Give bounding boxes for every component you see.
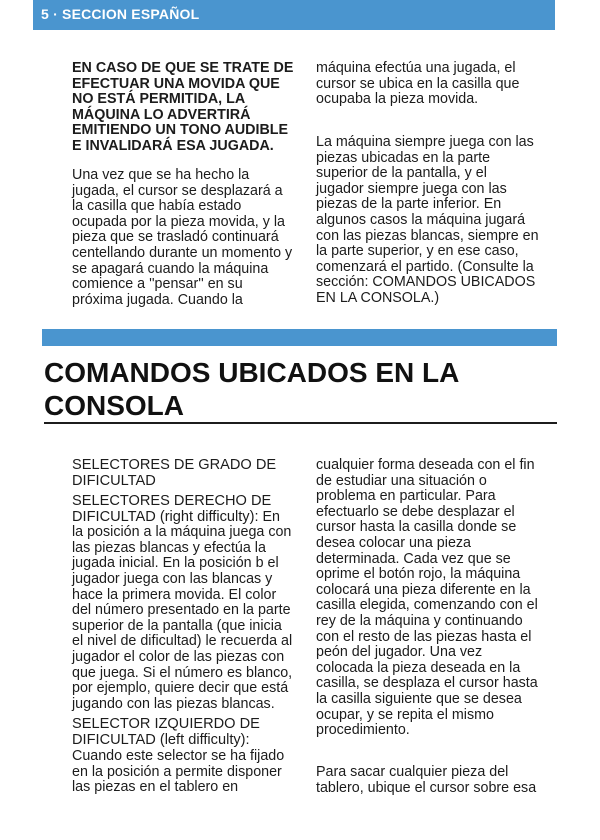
section-title-rule (44, 422, 557, 424)
machine-move-paragraph: máquina efectúa una jugada, el cursor se ubica en la casilla que ocupaba la pieza movida. (316, 60, 520, 108)
right-difficulty-inline: En (258, 508, 280, 525)
section-divider-bar (42, 329, 557, 346)
piece-side-paragraph: La máquina siempre juega con las piezas ubicadas en la parte superior de la pantalla, y el jugador siempre juega con las piezas de la parte inferior. En algunos casos la máquina jugará con las piezas blancas, siempre en la parte superior, y en ese caso, comenzará el partido. (Consulte la sección: COMANDOS UBICADOS EN LA CONSOLA.) (316, 134, 539, 306)
section-header-label: 5 · SECCION ESPAÑOL (41, 6, 200, 22)
left-difficulty-heading: SELECTOR IZQUIERDO DE DIFICULTAD (left difficulty): (72, 716, 260, 748)
section-title: COMANDOS UBICADOS EN LA CONSOLA (44, 357, 460, 421)
left-difficulty-body: Cuando este selector se ha fijado en la posición a permite disponer las piezas en el tablero en (72, 748, 285, 796)
right-difficulty-body: la posición a la máquina juega con las piezas blancas y efectúa la jugada inicial. En la posición b el jugador juega con las blancas y hace la primera movida. El color del número presentado en la parte superior de la pantalla (que inicia el nivel de dificultad) le recuerda al jugador el color de las piezas con que juega. Si el número es blanco, por ejemplo, quiere decir que está jugando con las piezas blancas. (72, 524, 293, 712)
remove-piece-paragraph: Para sacar cualquier pieza del tablero, ubique el cursor sobre esa (316, 764, 537, 796)
illegal-move-warning: EN CASO DE QUE SE TRATE DE EFECTUAR UNA MOVIDA QUE NO ESTÁ PERMITIDA, LA MÁQUINA LO ADVERTIRÁ EMITIENDO UN TONO AUDIBLE E INVALIDARÁ ESA JUGADA. (72, 60, 294, 154)
placement-mode-paragraph: cualquier forma deseada con el fin de estudiar una situación o problema en particular. Para efectuarlo se debe desplazar el cursor hasta la casilla donde se desea colocar una pieza determinada. Cada vez que se oprime el botón rojo, la máquina colocará una pieza diferente en la casilla elegida, comenzando con el rey de la máquina y continuando con el resto de las piezas hasta el peón del jugador. Una vez colocada la pieza deseada en la casilla, se desplaza el cursor hasta la casilla siguiente que se desea ocupar, y se repita el mismo procedimiento. (316, 457, 538, 739)
difficulty-selectors-heading: SELECTORES DE GRADO DE DIFICULTAD (72, 457, 277, 489)
right-difficulty-block (72, 494, 312, 712)
section-header-bar (33, 0, 555, 30)
cursor-movement-paragraph: Una vez que se ha hecho la jugada, el cursor se desplazará a la casilla que había estado ocupada por la pieza movida, y la pieza que se trasladó continuará centellando durante un momento y se apagará cuando la máquina comience a ''pensar'' en su próxima jugada. Cuando la (72, 167, 293, 308)
right-difficulty-heading: SELECTORES DERECHO DE DIFICULTAD (right difficulty): (72, 493, 272, 525)
